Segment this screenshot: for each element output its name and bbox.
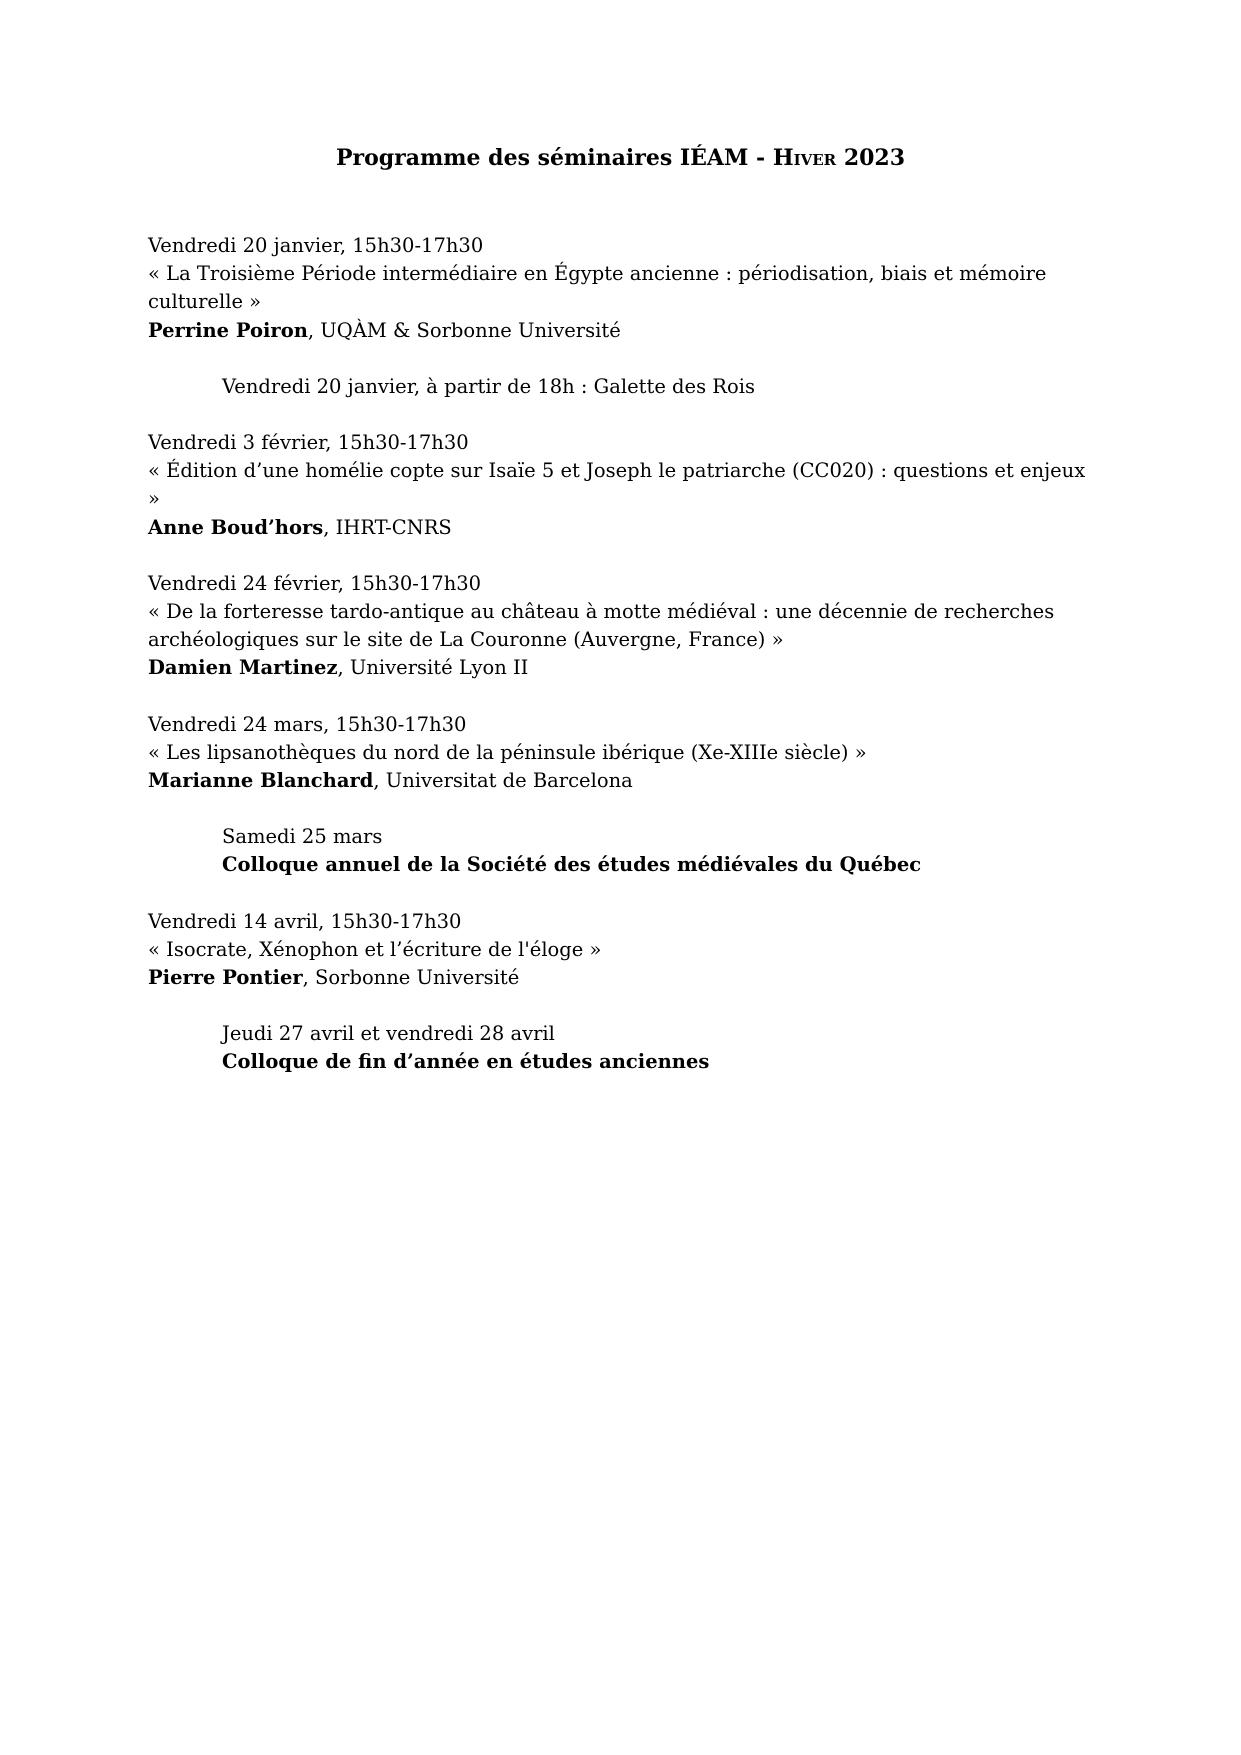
speaker-affiliation: , Universitat de Barcelona xyxy=(373,769,633,793)
seminar-title: « Les lipsanothèques du nord de la péninsule ibérique (Xe-XIIIe siècle) » xyxy=(148,740,867,764)
title-prefix: Programme des séminaires IÉAM - xyxy=(335,145,773,171)
seminar-speaker-line xyxy=(148,964,1093,992)
seminar-speaker-line xyxy=(148,767,1093,795)
seminar-title: « La Troisième Période intermédiaire en Égypte ancienne : périodisation, biais et mémoire culturelle » xyxy=(148,262,1047,314)
speaker-affiliation: , Sorbonne Université xyxy=(302,966,520,990)
seminar-entry xyxy=(148,570,1093,683)
seminar-list xyxy=(148,232,1093,1105)
seminar-speaker-line xyxy=(148,317,1093,345)
special-event-date: Vendredi 20 janvier, à partir de 18h : Galette des Rois xyxy=(222,374,755,398)
special-event-date: Jeudi 27 avril et vendredi 28 avril xyxy=(222,1022,555,1046)
speaker-name: Perrine Poiron xyxy=(148,318,308,342)
seminar-title: « Isocrate, Xénophon et l’écriture de l'éloge » xyxy=(148,937,602,961)
speaker-affiliation: , IHRT-CNRS xyxy=(323,515,452,539)
special-event-entry xyxy=(148,373,1093,401)
seminar-entry xyxy=(148,711,1093,796)
special-event-date: Samedi 25 mars xyxy=(222,825,383,849)
special-event-entry xyxy=(148,1020,1093,1076)
title-season: Hiver xyxy=(772,145,837,171)
seminar-date: Vendredi 3 février, 15h30-17h30 xyxy=(148,431,469,455)
special-event-entry xyxy=(148,823,1093,879)
speaker-affiliation: , Université Lyon II xyxy=(337,656,529,680)
seminar-date: Vendredi 20 janvier, 15h30-17h30 xyxy=(148,234,484,257)
speaker-name: Pierre Pontier xyxy=(148,966,303,990)
speaker-affiliation: , UQÀM & Sorbonne Université xyxy=(307,318,621,342)
seminar-date: Vendredi 24 mars, 15h30-17h30 xyxy=(148,712,467,736)
seminar-entry xyxy=(148,429,1093,542)
title-year: 2023 xyxy=(836,145,906,171)
seminar-date: Vendredi 24 février, 15h30-17h30 xyxy=(148,571,482,595)
seminar-entry xyxy=(148,232,1093,345)
special-event-name: Colloque annuel de la Société des études médiévales du Québec xyxy=(222,853,922,877)
seminar-entry xyxy=(148,908,1093,993)
page-title xyxy=(0,144,1241,172)
speaker-name: Marianne Blanchard xyxy=(148,769,374,793)
seminar-speaker-line xyxy=(148,514,1093,542)
special-event-name: Colloque de fin d’année en études anciennes xyxy=(222,1050,710,1074)
seminar-speaker-line xyxy=(148,654,1093,682)
seminar-title: « De la forteresse tardo-antique au château à motte médiéval : une décennie de recherches archéologiques sur le site de La Couronne (Auvergne, France) » xyxy=(148,600,1055,652)
seminar-title: « Édition d’une homélie copte sur Isaïe 5 et Joseph le patriarche (CC020) : questions et enjeux » xyxy=(148,459,1086,511)
speaker-name: Anne Boud’hors xyxy=(148,515,324,539)
speaker-name: Damien Martinez xyxy=(148,656,338,680)
seminar-date: Vendredi 14 avril, 15h30-17h30 xyxy=(148,909,462,933)
